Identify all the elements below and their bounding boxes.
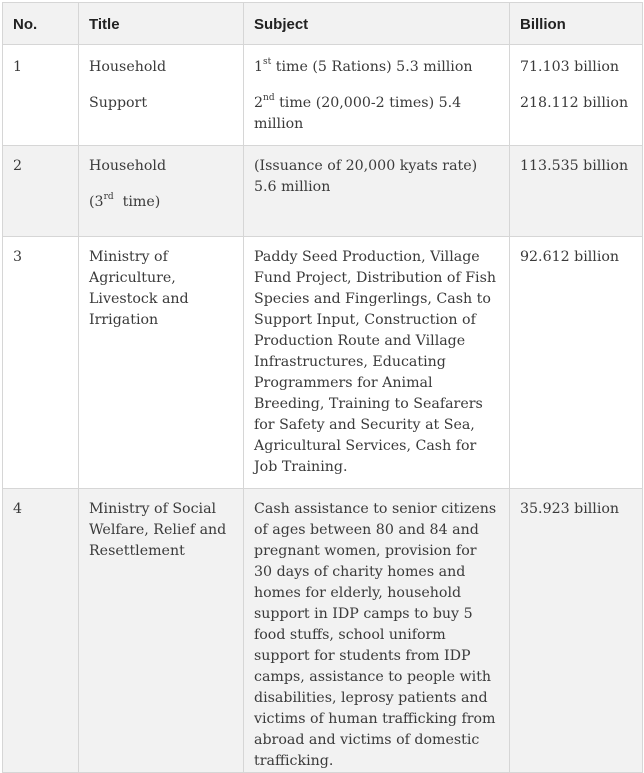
cell-subject: (Issuance of 20,000 kyats rate) 5.6 million — [244, 146, 510, 237]
cell-subject: Cash assistance to senior citizens of ages between 80 and 84 and pregnant women, provision for 30 days of charity homes and homes for elderly, household support in IDP camps to buy 5 food stuffs, school uniform support for students from IDP camps, assistance to people with disabilities, leprosy patients and victims of human trafficking from abroad and victims of domestic trafficking. — [244, 489, 510, 773]
cell-billion: 35.923 billion — [510, 489, 643, 773]
cell-no: 1 — [3, 45, 79, 146]
table-row — [3, 45, 643, 146]
title-line: Support — [89, 95, 148, 111]
title-line: (3rd time) — [89, 192, 161, 210]
table-row — [3, 237, 643, 489]
cell-subject: Paddy Seed Production, Village Fund Project, Distribution of Fish Species and Fingerlings, Cash to Support Input, Construction of Production Route and Village Infrastructures, Educating Programmers for Animal Breeding, Training to Seafarers for Safety and Security at Sea, Agricultural Services, Cash for Job Training. — [244, 237, 510, 489]
subject-line: 1st time (5 Rations) 5.3 million — [254, 57, 473, 75]
billion-line: 71.103 billion — [520, 59, 620, 75]
cell-title: Ministry of Social Welfare, Relief and Resettlement — [79, 489, 244, 773]
billion-line: 218.112 billion — [520, 95, 629, 111]
table-header-row — [3, 3, 643, 45]
table-row — [3, 489, 643, 773]
cell-title — [79, 45, 244, 146]
cell-title — [79, 146, 244, 237]
title-line: Household — [89, 59, 167, 75]
title-line: Household — [89, 158, 167, 174]
header-title: Title — [79, 3, 244, 45]
header-billion: Billion — [510, 3, 643, 45]
cell-billion: 92.612 billion — [510, 237, 643, 489]
cell-no: 4 — [3, 489, 79, 773]
cell-billion — [510, 45, 643, 146]
subject-line: 2nd time (20,000-2 times) 5.4 million — [254, 93, 462, 132]
cell-no: 3 — [3, 237, 79, 489]
cell-title: Ministry of Agriculture, Livestock and Irrigation — [79, 237, 244, 489]
support-budget-table — [2, 2, 643, 773]
cell-billion: 113.535 billion — [510, 146, 643, 237]
header-subject: Subject — [244, 3, 510, 45]
table-row — [3, 146, 643, 237]
header-no: No. — [3, 3, 79, 45]
cell-subject — [244, 45, 510, 146]
cell-no: 2 — [3, 146, 79, 237]
